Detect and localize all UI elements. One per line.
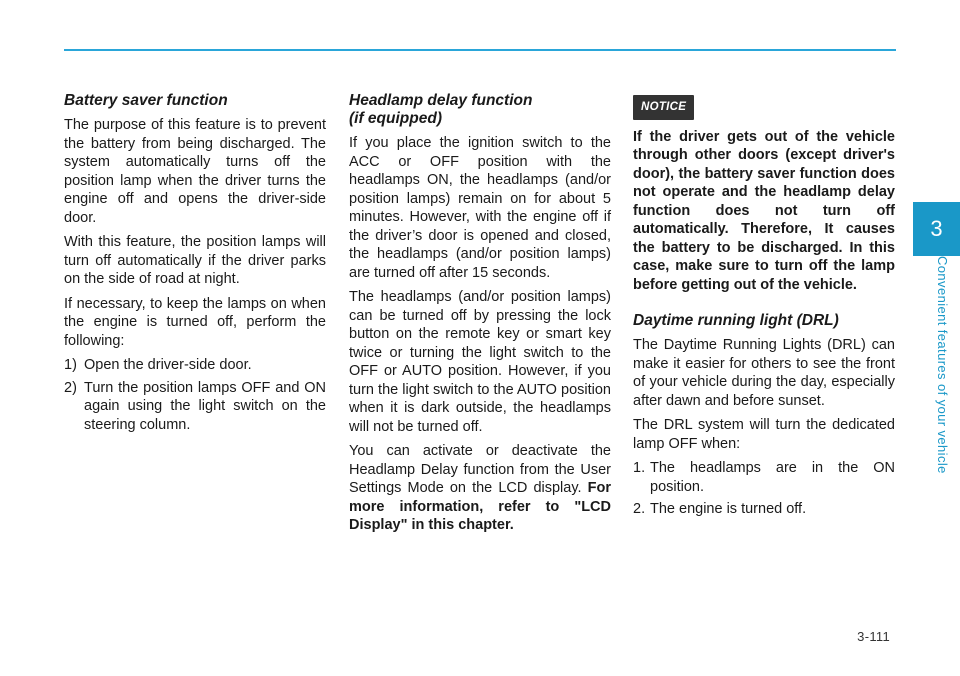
condition-number: 1. (633, 460, 646, 476)
drl-condition (633, 459, 895, 496)
column-battery-saver (64, 92, 326, 438)
notice-text: If the driver gets out of the vehicle through other doors (except driver's door), the battery saver function does not operate and the headlamp delay function does not turn off automatically. Therefore, It causes the battery to be discharged. In this case, make sure to turn off the lamp before getting out of the vehicle. (633, 128, 895, 293)
condition-text: The headlamps are in the ON position. (650, 460, 895, 495)
headlamp-delay-heading (349, 92, 611, 128)
step-number: 2) (64, 379, 77, 396)
battery-saver-paragraph-3: If necessary, to keep the lamps on when the engine is turned off, perform the following: (64, 295, 326, 349)
column-notice-drl (633, 92, 895, 523)
battery-saver-step (64, 379, 326, 435)
notice-badge: NOTICE (633, 95, 694, 120)
chapter-title: Convenient features of your vehicle (935, 256, 950, 474)
headlamp-delay-paragraph-2: The headlamps (and/or position lamps) can be turned off by pressing the lock button on the remote key or smart key twice or turning the light switch to the OFF or AUTO position. However, if you turn the light switch to the AUTO position when it is dark outside, the headlamps will not be turned off. (349, 289, 611, 435)
page-number: 3-111 (857, 629, 890, 644)
headlamp-delay-paragraph-1: If you place the ignition switch to the ACC or OFF position with the headlamps ON, the headlamps (and/or position lamps) remain on for about 5 minutes. However, with the engine off if the driver’s door is opened and closed, the headlamps (and/or position lamps) are turned off after 15 seconds. (349, 135, 611, 281)
chapter-number-tab (913, 202, 960, 256)
drl-heading: Daytime running light (DRL) (633, 312, 839, 329)
step-text: Open the driver-side door. (84, 357, 252, 373)
column-headlamp-delay (349, 92, 611, 541)
battery-saver-step (64, 356, 326, 375)
step-number: 1) (64, 357, 77, 373)
chapter-number: 3 (930, 216, 943, 241)
drl-paragraph-2: The DRL system will turn the dedicated lamp OFF when: (633, 417, 895, 452)
condition-text: The engine is turned off. (650, 501, 807, 517)
battery-saver-paragraph-1: The purpose of this feature is to prevent the battery from being discharged. The system automatically turns off the position lamp when the driver turns the engine off and opens the driver-side door. (64, 117, 326, 226)
lcd-display-reference: For more information, refer to "LCD Display" in this chapter. (349, 480, 611, 533)
headlamp-delay-heading-line-1: Headlamp delay function (349, 92, 533, 109)
drl-paragraph-1: The Daytime Running Lights (DRL) can make it easier for others to see the front of your vehicle during the day, especially after dawn and before sunset. (633, 337, 895, 409)
step-text: Turn the position lamps OFF and ON again using the light switch on the steering column. (84, 379, 326, 433)
drl-condition (633, 500, 895, 519)
header-rule (64, 49, 896, 51)
headlamp-delay-paragraph-3-text: You can activate or deactivate the Headlamp Delay function from the User Settings Mode on the LCD display. (349, 443, 611, 496)
battery-saver-heading: Battery saver function (64, 92, 228, 109)
headlamp-delay-paragraph-3 (349, 442, 611, 535)
battery-saver-paragraph-2: With this feature, the position lamps will turn off automatically if the driver parks on the side of road at night. (64, 234, 326, 287)
condition-number: 2. (633, 501, 646, 517)
headlamp-delay-heading-line-2: (if equipped) (349, 110, 442, 127)
